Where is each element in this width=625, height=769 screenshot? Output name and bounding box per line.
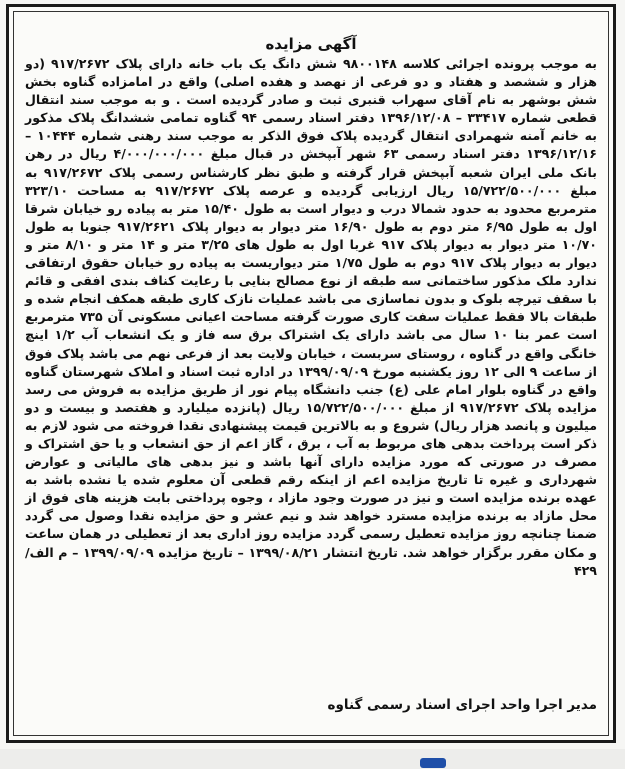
page-bottom-strip xyxy=(0,749,625,769)
cropped-blue-text-fragment xyxy=(420,758,446,768)
notice-body: به موجب پرونده اجرائی کلاسه ۹۸۰۰۱۴۸ شش دانگ یک باب خانه دارای پلاک ۹۱۷/۲۶۷۲ (دو هزار و ششصد و هفتاد و دو فرعی از نهصد و هفده اصلی) واقع در امامزاده گناوه بخش شش بوشهر به نام آقای سهراب قنبری ثبت و صادر گردیده است . و به موجب سند انتقال قطعی شماره ۳۳۴۱۷ – ۱۳۹۶/۱۲/۰۸ دفتر اسناد رسمی ۹۴ گناوه تمامی ششدانگ پلاک مذکور به خانم آمنه شهمرادی انتقال گردیده پلاک فوق الذکر به موجب سند رهنی شماره ۱۰۴۴۴ – ۱۳۹۶/۱۲/۱۶ دفتر اسناد رسمی ۶۳ شهر آبپخش در قبال مبلغ ۴/۰۰۰/۰۰۰/۰۰۰ ریال در رهن بانک ملی ایران شعبه آبپخش قرار گرفته و طبق نظر کارشناس رسمی پلاک ۹۱۷/۲۶۷۲ به مبلغ ۱۵/۷۲۲/۵۰۰/۰۰۰ ریال ارزیابی گردیده و عرصه پلاک ۹۱۷/۲۶۷۲ به مساحت ۳۲۳/۱۰ مترمربع محدود به حدود شمالا درب و دیوار است به طول ۱۵/۴۰ متر به پیاده رو خیابان شرقا اول به طول ۶/۹۵ متر دوم به طول ۱۶/۹۰ متر دیوار به دیوار پلاک ۹۱۷/۲۶۲۱ جنوبا به طول ۱۰/۷۰ متر دیوار به دیوار پلاک ۹۱۷ غربا اول به طول های ۳/۲۵ متر و ۱۴ متر و ۸/۱۰ متر و دیوار به دیوار پلاک ۹۱۷ دوم به طول ۱/۷۵ متر دیواریست به پیاده رو خیابان حقوق ارتفاقی ندارد ملک مذکور ساختمانی سه طبقه از نوع مصالح بنایی با رعایت کناف بندی افقی و قائم با سقف تیرچه بلوک و بدون نماسازی می باشد عملیات نازک کاری طبقه همکف انجام شده و طبقات بالا فقط عملیات سفت کاری صورت گرفته مساحت اعیانی مسکونی آن ۷۳۵ مترمربع است عمر بنا ۱۰ سال می باشد دارای یک اشتراک برق سه فاز و یک انشعاب آب ۱/۲ اینچ خانگی واقع در گناوه ، روستای سربست ، خیابان ولایت بعد از فرعی نهم می باشد پلاک فوق از ساعت ۹ الی ۱۲ روز یکشنبه مورخ ۱۳۹۹/۰۹/۰۹ در اداره ثبت اسناد و املاک شهرستان گناوه واقع در گناوه بلوار امام علی (ع) جنب دانشگاه پیام نور از طریق مزایده به فروش می رسد مزایده پلاک ۹۱۷/۲۶۷۲ از مبلغ ۱۵/۷۲۲/۵۰۰/۰۰۰ ریال (پانزده میلیارد و هفتصد و بیست و دو میلیون و پانصد هزار ریال) شروع و به بالاترین قیمت پیشنهادی نقدا فروخته می شود لازم به ذکر است پرداخت بدهی های مربوط به آب ، برق ، گاز اعم از حق انشعاب و یا حق اشتراک و مصرف در صورتی که مورد مزایده دارای آنها باشد و نیز بدهی های مالیاتی و عوارض شهرداری و غیره تا تاریخ مزایده اعم از اینکه رقم قطعی آن معلوم شده یا نشده باشد به عهده برنده مزایده است و نیز در صورت وجود مازاد ، وجوه پرداختی بابت هزینه های فوق از محل مازاد به برنده مزایده مسترد خواهد شد و نیم عشر و حق مزایده نقدا وصول می گردد ضمنا چنانچه روز مزایده تعطیل رسمی گردد مزایده روز اداری بعد از تعطیلی در همان ساعت و مکان مقرر برگزار خواهد شد. تاریخ انتشار ۱۳۹۹/۰۸/۲۱ – تاریخ مزایده ۱۳۹۹/۰۹/۰۹ – م الف/۴۲۹ xyxy=(25,56,598,578)
notice-title: آگهی مزایده xyxy=(265,35,357,53)
notice-frame xyxy=(6,4,616,743)
notice-signature: مدیر اجرا واحد اجرای اسناد رسمی گناوه xyxy=(327,697,597,713)
